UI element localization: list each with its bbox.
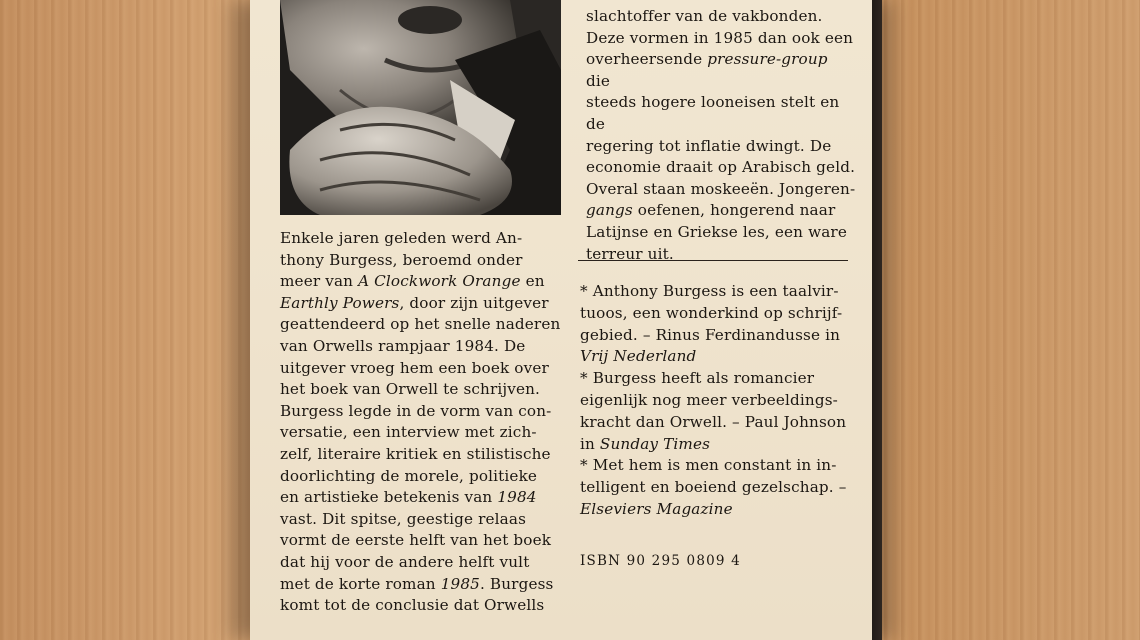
text-run: en xyxy=(525,272,545,291)
book-back-cover xyxy=(250,0,872,640)
section-divider xyxy=(578,260,848,261)
review-quote xyxy=(580,368,860,455)
italic-text-run: Vrij Nederland xyxy=(580,347,697,366)
italic-text-run: pressure-group xyxy=(707,50,828,69)
italic-text-run: 1984 xyxy=(497,488,537,507)
text-run: oefenen, hongerend naar Latijnse en Griekse les, een ware terreur uit. xyxy=(586,201,847,263)
italic-text-run: A Clockwork Orange xyxy=(358,272,521,291)
text-run: . Burgess komt tot de conclusie dat Orwells xyxy=(280,574,554,615)
text-run: die steeds hogere looneisen stelt en de regering tot inflatie dwingt. De economie draait op Arabisch geld. Overal staan moskeeën. Jongeren- xyxy=(586,71,856,198)
text-run: Enkele jaren geleden werd An- thony Burgess, beroemd onder meer van xyxy=(280,229,523,291)
italic-text-run: 1985 xyxy=(440,574,480,593)
review-quotes xyxy=(580,281,860,521)
text-run: , door zijn uitgever geattendeerd op het snelle naderen van Orwells rampjaar 1984. De uitgever vroeg hem een boek over het boek van Orwell te schrijven. Burgess legde in de vorm van con- versatie, een interview met zich- zelf, literaire kritiek en stilistische doorlichting de morele, politieke en artistieke betekenis van xyxy=(280,293,561,507)
italic-text-run: Earthly Powers xyxy=(280,293,400,312)
isbn-number: ISBN 90 295 0809 4 xyxy=(580,553,741,569)
blurb-right-column xyxy=(586,6,856,265)
italic-text-run: Elseviers Magazine xyxy=(580,499,733,518)
blurb-left-column xyxy=(280,228,572,617)
italic-text-run: Sunday Times xyxy=(599,434,711,453)
author-photo xyxy=(280,0,561,215)
review-quote xyxy=(580,281,860,368)
review-quote xyxy=(580,455,860,520)
author-portrait-image xyxy=(280,0,561,215)
text-run: vast. Dit spitse, geestige relaas vormt de eerste helft van het boek dat hij voor de andere helft vult met de korte roman xyxy=(280,509,552,593)
text-run: * Burgess heeft als romancier eigenlijk nog meer verbeeldings- kracht dan Orwell. – Paul Johnson in xyxy=(580,369,847,453)
text-run: * Anthony Burgess is een taalvir- tuoos, een wonderkind op schrijf- gebied. – Rinus Ferdinandusse in xyxy=(580,282,843,344)
text-run: * Met hem is men constant in in- telligent en boeiend gezelschap. – xyxy=(580,456,847,497)
italic-text-run: gangs xyxy=(586,201,633,220)
text-run: slachtoffer van de vakbonden. Deze vormen in 1985 dan ook een overheersende xyxy=(586,7,854,69)
